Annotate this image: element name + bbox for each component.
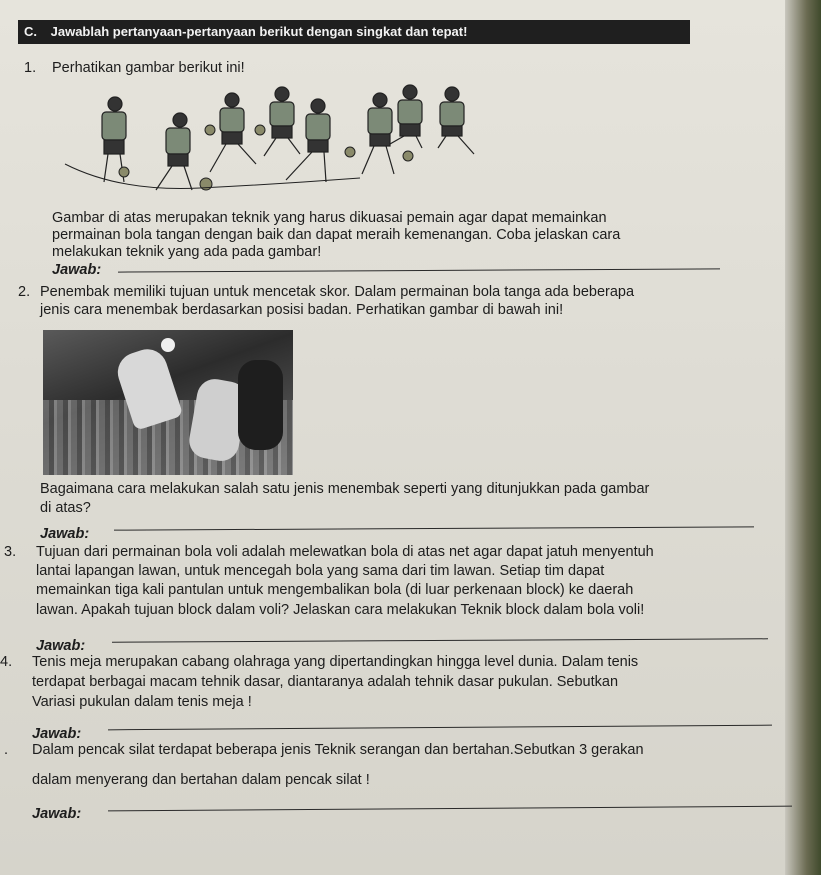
q2-answer-label: Jawab: xyxy=(40,526,90,542)
q2-line-1: Penembak memiliki tujuan untuk mencetak skor. Dalam permainan bola tanga ada beberapa xyxy=(40,284,635,300)
ball-icon xyxy=(205,125,215,135)
player-figure-2 xyxy=(156,113,192,190)
dribbling-sequence-illustration xyxy=(60,82,480,202)
q3-answer-label: Jawab: xyxy=(36,638,86,654)
q4-line-2: terdapat berbagai macam tehnik dasar, diantaranya adalah tehnik dasar pukulan. Sebutkan xyxy=(32,674,619,690)
q1-line-4: melakukan teknik yang ada pada gambar! xyxy=(52,244,322,260)
q3-line-2: lantai lapangan lawan, untuk mencegah bola yang sama dari tim lawan. Setiap tim dapat xyxy=(36,563,605,579)
q2-number: 2. xyxy=(18,284,31,300)
q4-number: 4. xyxy=(0,654,13,670)
q4-answer-label: Jawab: xyxy=(32,726,82,742)
q1-line-3: permainan bola tangan dengan baik dan dapat meraih kemenangan. Coba jelaskan cara xyxy=(52,227,621,243)
q5-answer-label: Jawab: xyxy=(32,806,82,822)
q1-line-1: Perhatikan gambar berikut ini! xyxy=(52,60,245,76)
player-figure-4 xyxy=(264,87,300,156)
ball-icon xyxy=(403,151,413,161)
section-title: Jawablah pertanyaan-pertanyaan berikut dengan singkat dan tepat! xyxy=(50,24,468,39)
q3-line-1: Tujuan dari permainan bola voli adalah melewatkan bola di atas net agar dapat jatuh menyentuh xyxy=(36,544,654,560)
q1-number: 1. xyxy=(24,60,37,76)
q3-number: 3. xyxy=(4,544,17,560)
q2-line-4: di atas? xyxy=(40,500,91,516)
section-label: C. xyxy=(24,24,37,39)
q2-line-2: jenis cara menembak berdasarkan posisi badan. Perhatikan gambar di bawah ini! xyxy=(40,302,564,318)
q2-line-3: Bagaimana cara melakukan salah satu jenis menembak seperti yang ditunjukkan pada gambar xyxy=(40,481,650,497)
q5-line-2: dalam menyerang dan bertahan dalam pencak silat ! xyxy=(32,772,370,788)
q4-line-1: Tenis meja merupakan cabang olahraga yang dipertandingkan hingga level dunia. Dalam tenis xyxy=(32,654,639,670)
player-figure-6 xyxy=(362,93,394,174)
q5-number: . xyxy=(4,742,9,758)
q1-line-2: Gambar di atas merupakan teknik yang harus dikuasai pemain agar dapat memainkan xyxy=(52,210,607,226)
ball-icon xyxy=(345,147,355,157)
handball-jump-shot-photo xyxy=(43,330,293,475)
photo-defender-dark xyxy=(238,360,283,450)
player-figure-8 xyxy=(438,87,474,154)
photo-ball xyxy=(161,338,175,352)
player-figure-7 xyxy=(390,85,422,148)
q1-answer-label: Jawab: xyxy=(52,262,102,278)
section-header xyxy=(18,20,690,44)
q3-line-4: lawan. Apakah tujuan block dalam voli? Jelaskan cara melakukan Teknik block dalam bola voli! xyxy=(36,602,645,618)
ball-icon xyxy=(255,125,265,135)
q5-line-1: Dalam pencak silat terdapat beberapa jenis Teknik serangan dan bertahan.Sebutkan 3 gerakan xyxy=(32,742,644,758)
background-edge xyxy=(785,0,821,875)
player-figure-3 xyxy=(210,93,256,172)
ball-icon xyxy=(119,167,129,177)
q3-line-3: memainkan tiga kali pantulan untuk mengembalikan bola (di luar perkenaan block) ke daerah xyxy=(36,582,634,598)
q4-line-3: Variasi pukulan dalam tenis meja ! xyxy=(32,694,252,710)
